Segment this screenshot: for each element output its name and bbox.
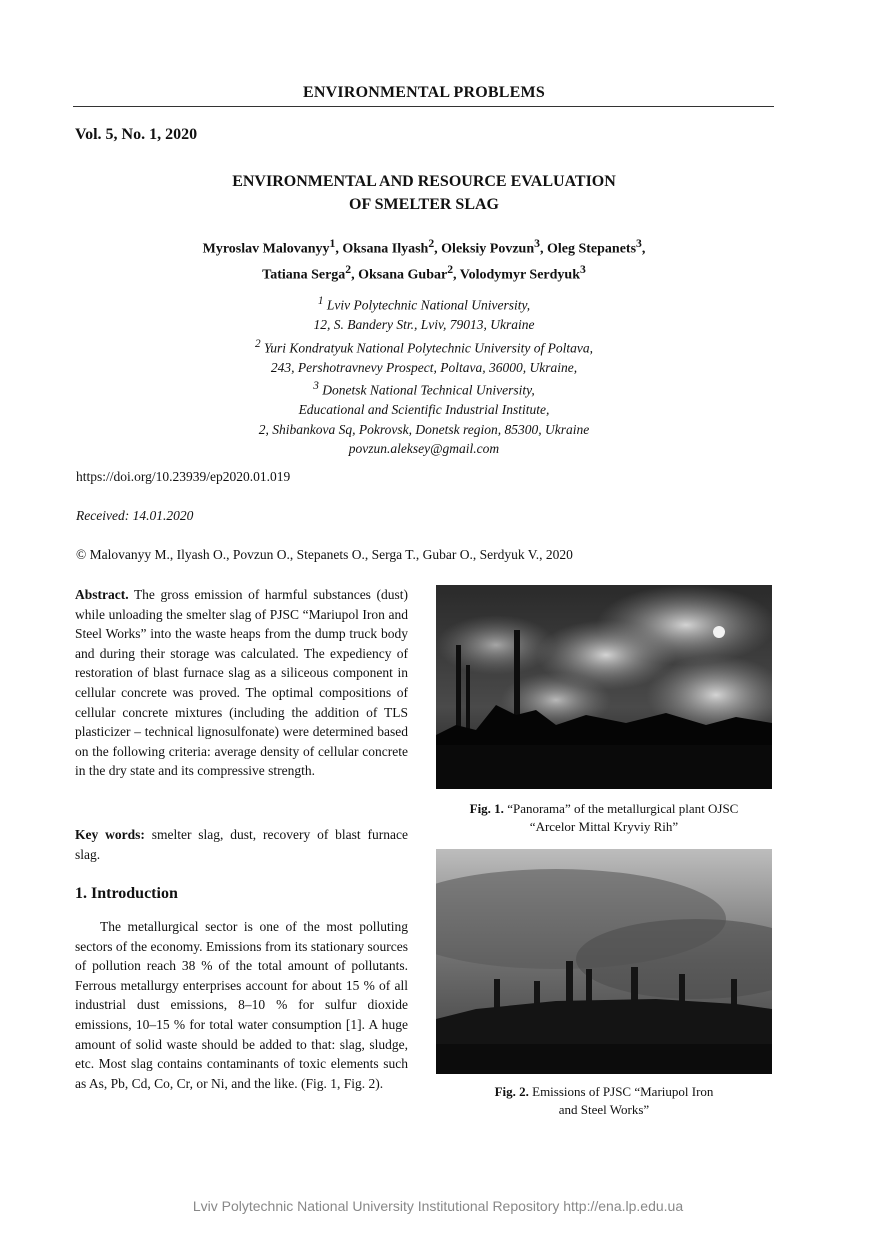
volume-info: Vol. 5, No. 1, 2020 bbox=[75, 126, 198, 143]
abstract bbox=[75, 585, 408, 781]
author-line-1: Myroslav Malovanyy$^1$, Oksana Ilyash$^2$, Oleksiy Povzun$^3$, Oleg Stepanets$^3$, bbox=[202, 237, 646, 257]
affiliation-line: 243, Pershotravnevy Prospect, Poltava, 36000, Ukraine, bbox=[270, 359, 578, 375]
copyright-notice: © Malovanyy M., Ilyash O., Povzun O., Stepanets O., Serga T., Gubar O., Serdyuk V., 2020 bbox=[76, 547, 573, 562]
keywords-label: Key words: bbox=[75, 827, 145, 842]
title-line-1: ENVIRONMENTAL AND RESOURCE EVALUATION bbox=[232, 173, 616, 190]
plant-emissions-photo bbox=[436, 849, 772, 1074]
figure-1-caption: Fig. 1. “Panorama” of the metallurgical plant OJSC “Arcelor Mittal Kryviy Rih” bbox=[469, 801, 739, 834]
title-line-2: OF SMELTER SLAG bbox=[349, 196, 499, 213]
affiliations bbox=[0, 292, 848, 459]
affiliation-line: $^1$ Lviv Polytechnic National University, bbox=[317, 295, 531, 313]
author-name: Tatiana Serga bbox=[262, 267, 346, 283]
plant-panorama-photo bbox=[436, 585, 772, 789]
figure-2-caption: Fig. 2. Emissions of PJSC “Mariupol Iron and Steel Works” bbox=[494, 1084, 714, 1117]
author-sup: 3 bbox=[579, 262, 586, 276]
author-sup: 2 bbox=[447, 262, 454, 276]
author-name: Volodymyr Serdyuk bbox=[459, 267, 580, 283]
author-sup: 3 bbox=[534, 237, 540, 250]
author-sup: 1 bbox=[329, 237, 336, 250]
contact-email[interactable]: povzun.aleksey@gmail.com bbox=[348, 441, 500, 456]
header-rule bbox=[73, 106, 774, 107]
intro-paragraph: The metallurgical sector is one of the most polluting sectors of the economy. Emissions from its stationary sources of pollution reach 38 % of the total amount of pollutants. Ferrous metallurgy enterprises account for about 15 % of all industrial dust emissions, 8–10 % for sulfur dioxide emissions, 10–15 % for total water consumption [1]. A huge amount of solid waste should be added to that: slag, sludge, etc. Most slag contains contaminants of toxic elements such as As, Pb, Cd, Co, Cr, or Ni, and the like. (Fig. 1, Fig. 2). bbox=[75, 919, 408, 1091]
figure-2-image bbox=[436, 849, 772, 1074]
author-name: Oleg Stepanets bbox=[546, 241, 637, 257]
doi-link[interactable]: https://doi.org/10.23939/ep2020.01.019 bbox=[76, 469, 291, 484]
keywords-text: smelter slag, dust, recovery of blast furnace slag. bbox=[75, 827, 408, 862]
keywords bbox=[75, 825, 408, 864]
author-name: Oksana Gubar bbox=[358, 267, 448, 283]
author-sup: 2 bbox=[345, 262, 352, 276]
figure-label: Fig. 1. bbox=[469, 801, 504, 816]
author-sup: 2 bbox=[428, 237, 435, 250]
received-date: Received: 14.01.2020 bbox=[76, 508, 194, 523]
affiliation-line: $^2$ Yuri Kondratyuk National Polytechnic University of Poltava, bbox=[254, 337, 594, 355]
author-name: Oleksiy Povzun bbox=[441, 241, 535, 257]
abstract-text: The gross emission of harmful substances (dust) while unloading the smelter slag of PJSC “Mariupol Iron and Steel Works” into the waste heaps from the dump truck body and during their storage was calculated. The expediency of restoration of blast furnace slag as a siliceous component in cellular concrete was proved. The optimal compositions of cellular concrete mixtures (including the addition of TLS plasticizer – technical lignosulfonate) were determined based on the following criteria: average density of cellular concrete in the dry state and its compressive strength. bbox=[75, 587, 408, 779]
author-name: Oksana Ilyash bbox=[342, 241, 429, 257]
author-sup: 3 bbox=[636, 237, 642, 250]
journal-header: ENVIRONMENTAL PROBLEMS bbox=[303, 84, 545, 101]
affiliation-line: 12, S. Bandery Str., Lviv, 79013, Ukraine bbox=[313, 317, 535, 332]
section-heading: 1. Introduction bbox=[75, 885, 178, 902]
author-line-2: Tatiana Serga$^2$, Oksana Gubar$^2$, Volodymyr Serdyuk$^3$ bbox=[262, 262, 586, 283]
figure-1-image bbox=[436, 585, 772, 789]
affiliation-line: Educational and Scientific Industrial Institute, bbox=[298, 402, 550, 417]
repository-footer[interactable]: Lviv Polytechnic National University Institutional Repository http://ena.lp.edu.ua bbox=[192, 1198, 684, 1214]
abstract-label: Abstract. bbox=[75, 587, 129, 602]
paper-title bbox=[0, 170, 848, 216]
author-name: Myroslav Malovanyy bbox=[202, 241, 330, 257]
affiliation-line: $^3$ Donetsk National Technical University, bbox=[313, 380, 535, 398]
affiliation-line: 2, Shibankova Sq, Pokrovsk, Donetsk region, 85300, Ukraine bbox=[258, 421, 590, 437]
author-list bbox=[0, 234, 848, 285]
figure-label: Fig. 2. bbox=[494, 1084, 529, 1099]
